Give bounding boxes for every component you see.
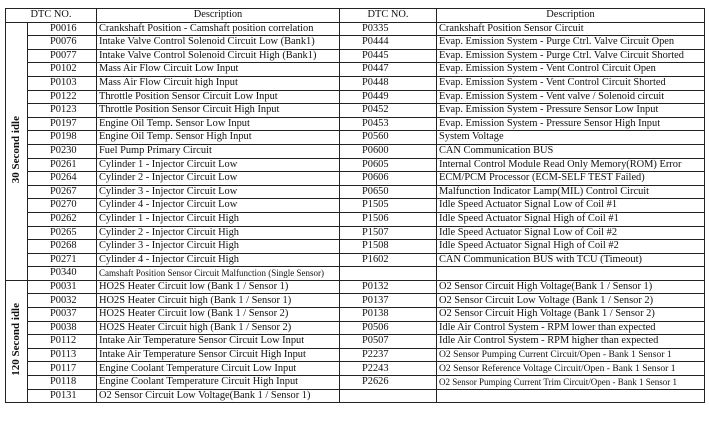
table-row [6, 348, 705, 362]
dtc-code: P0138 [340, 308, 437, 322]
dtc-description: Evap. Emission System - Pressure Sensor High Input [437, 117, 705, 131]
dtc-description [437, 267, 705, 281]
dtc-description: Evap. Emission System - Vent Control Circuit Shorted [437, 76, 705, 90]
dtc-description: Internal Control Module Read Only Memory(ROM) Error [437, 158, 705, 172]
dtc-description: Cylinder 3 - Injector Circuit High [97, 240, 340, 254]
dtc-code: P0197 [28, 117, 97, 131]
dtc-code: P0037 [28, 308, 97, 322]
dtc-description: Idle Speed Actuator Signal Low of Coil #1 [437, 199, 705, 213]
table-row [6, 76, 705, 90]
dtc-code: P0560 [340, 131, 437, 145]
table-row [6, 226, 705, 240]
dtc-description: Camshaft Position Sensor Circuit Malfunction (Single Sensor) [97, 267, 340, 281]
dtc-code: P0131 [28, 389, 97, 403]
dtc-description: Intake Valve Control Solenoid Circuit Low (Bank1) [97, 36, 340, 50]
table-row [6, 131, 705, 145]
left-description-header: Description [97, 9, 340, 23]
table-row [6, 376, 705, 390]
dtc-description: Malfunction Indicator Lamp(MIL) Control Circuit [437, 185, 705, 199]
dtc-description: Throttle Position Sensor Circuit Low Input [97, 90, 340, 104]
table-row [6, 321, 705, 335]
section-label-cell [6, 280, 28, 402]
dtc-description: Cylinder 3 - Injector Circuit Low [97, 185, 340, 199]
dtc-code: P0117 [28, 362, 97, 376]
dtc-description: O2 Sensor Circuit High Voltage(Bank 1 / Sensor 1) [437, 280, 705, 294]
table-row [6, 212, 705, 226]
table-row [6, 172, 705, 186]
dtc-description: Intake Air Temperature Sensor Circuit High Input [97, 348, 340, 362]
dtc-description: Cylinder 1 - Injector Circuit Low [97, 158, 340, 172]
dtc-code: P0198 [28, 131, 97, 145]
dtc-code: P1505 [340, 199, 437, 213]
dtc-code: P2237 [340, 348, 437, 362]
dtc-code [340, 389, 437, 403]
dtc-code: P0077 [28, 49, 97, 63]
dtc-code: P0103 [28, 76, 97, 90]
dtc-description: ECM/PCM Processor (ECM-SELF TEST Failed) [437, 172, 705, 186]
dtc-description: Crankshaft Position - Camshaft position correlation [97, 22, 340, 36]
dtc-description: Cylinder 2 - Injector Circuit Low [97, 172, 340, 186]
dtc-code: P0032 [28, 294, 97, 308]
dtc-description: Crankshaft Position Sensor Circuit [437, 22, 705, 36]
dtc-description: Mass Air Flow Circuit Low Input [97, 63, 340, 77]
dtc-description: Idle Speed Actuator Signal High of Coil #1 [437, 212, 705, 226]
dtc-description: Cylinder 4 - Injector Circuit Low [97, 199, 340, 213]
dtc-description [437, 389, 705, 403]
table-row [6, 117, 705, 131]
dtc-code: P0452 [340, 104, 437, 118]
section-label: 30 Second idle [10, 115, 22, 184]
dtc-code: P0271 [28, 253, 97, 267]
dtc-code: P0600 [340, 144, 437, 158]
table-row [6, 308, 705, 322]
dtc-code: P0230 [28, 144, 97, 158]
dtc-code: P0453 [340, 117, 437, 131]
dtc-code: P0261 [28, 158, 97, 172]
dtc-description: Evap. Emission System - Purge Ctrl. Valve Circuit Shorted [437, 49, 705, 63]
table-row [6, 22, 705, 36]
dtc-description: Cylinder 1 - Injector Circuit High [97, 212, 340, 226]
dtc-description: Idle Air Control System - RPM higher than expected [437, 335, 705, 349]
dtc-code: P0268 [28, 240, 97, 254]
table-row [6, 185, 705, 199]
dtc-code: P2243 [340, 362, 437, 376]
dtc-description: Idle Speed Actuator Signal High of Coil #2 [437, 240, 705, 254]
table-row [6, 240, 705, 254]
dtc-description: Cylinder 4 - Injector Circuit High [97, 253, 340, 267]
dtc-code: P1508 [340, 240, 437, 254]
dtc-code: P0038 [28, 321, 97, 335]
dtc-description: HO2S Heater Circuit low (Bank 1 / Sensor 2) [97, 308, 340, 322]
dtc-code [340, 267, 437, 281]
dtc-code: P0506 [340, 321, 437, 335]
dtc-code: P0122 [28, 90, 97, 104]
dtc-code: P0123 [28, 104, 97, 118]
dtc-description: HO2S Heater Circuit high (Bank 1 / Sensor 2) [97, 321, 340, 335]
dtc-description: Cylinder 2 - Injector Circuit High [97, 226, 340, 240]
dtc-code: P0102 [28, 63, 97, 77]
dtc-code: P0444 [340, 36, 437, 50]
dtc-description: Evap. Emission System - Pressure Sensor Low Input [437, 104, 705, 118]
table-row [6, 253, 705, 267]
right-dtc-header: DTC NO. [340, 9, 437, 23]
dtc-code: P1602 [340, 253, 437, 267]
dtc-description: Idle Air Control System - RPM lower than expected [437, 321, 705, 335]
dtc-code: P0118 [28, 376, 97, 390]
dtc-description: Intake Air Temperature Sensor Circuit Low Input [97, 335, 340, 349]
dtc-code: P0605 [340, 158, 437, 172]
dtc-code: P0016 [28, 22, 97, 36]
table-row [6, 389, 705, 403]
dtc-code: P2626 [340, 376, 437, 390]
dtc-code: P0606 [340, 172, 437, 186]
dtc-table-body [6, 22, 705, 403]
table-row [6, 63, 705, 77]
dtc-description: Mass Air Flow Circuit high Input [97, 76, 340, 90]
dtc-description: CAN Communication BUS with TCU (Timeout) [437, 253, 705, 267]
dtc-code: P0031 [28, 280, 97, 294]
right-description-header: Description [437, 9, 705, 23]
section-label: 120 Second idle [10, 303, 22, 377]
dtc-table [5, 8, 705, 403]
left-dtc-header: DTC NO. [6, 9, 97, 23]
table-row [6, 36, 705, 50]
dtc-description: Engine Oil Temp. Sensor Low Input [97, 117, 340, 131]
dtc-code: P0132 [340, 280, 437, 294]
dtc-description: Fuel Pump Primary Circuit [97, 144, 340, 158]
dtc-code: P1506 [340, 212, 437, 226]
dtc-description: O2 Sensor Reference Voltage Circuit/Open - Bank 1 Sensor 1 [437, 362, 705, 376]
dtc-description: CAN Communication BUS [437, 144, 705, 158]
dtc-code: P0445 [340, 49, 437, 63]
dtc-code: P0265 [28, 226, 97, 240]
dtc-code: P0112 [28, 335, 97, 349]
dtc-code: P0267 [28, 185, 97, 199]
dtc-description: Intake Valve Control Solenoid Circuit High (Bank1) [97, 49, 340, 63]
dtc-description: HO2S Heater Circuit high (Bank 1 / Sensor 1) [97, 294, 340, 308]
dtc-code: P0137 [340, 294, 437, 308]
table-row [6, 158, 705, 172]
dtc-description: O2 Sensor Pumping Current Trim Circuit/Open - Bank 1 Sensor 1 [437, 376, 705, 390]
table-row [6, 49, 705, 63]
dtc-description: Engine Oil Temp. Sensor High Input [97, 131, 340, 145]
dtc-code: P0448 [340, 76, 437, 90]
dtc-description: Evap. Emission System - Vent Control Circuit Open [437, 63, 705, 77]
dtc-code: P0270 [28, 199, 97, 213]
table-row [6, 335, 705, 349]
dtc-code: P0650 [340, 185, 437, 199]
table-row [6, 199, 705, 213]
table-row [6, 362, 705, 376]
dtc-code: P0447 [340, 63, 437, 77]
dtc-code: P0507 [340, 335, 437, 349]
dtc-description: Idle Speed Actuator Signal Low of Coil #2 [437, 226, 705, 240]
dtc-code: P0076 [28, 36, 97, 50]
table-row [6, 294, 705, 308]
dtc-code: P0264 [28, 172, 97, 186]
dtc-description: System Voltage [437, 131, 705, 145]
dtc-code: P0262 [28, 212, 97, 226]
dtc-description: O2 Sensor Circuit Low Voltage(Bank 1 / Sensor 1) [97, 389, 340, 403]
table-row [6, 280, 705, 294]
section-label-cell [6, 22, 28, 280]
dtc-code: P1507 [340, 226, 437, 240]
dtc-description: O2 Sensor Circuit High Voltage (Bank 1 / Sensor 2) [437, 308, 705, 322]
dtc-description: HO2S Heater Circuit low (Bank 1 / Sensor 1) [97, 280, 340, 294]
header-row [6, 9, 705, 23]
table-row [6, 104, 705, 118]
dtc-code: P0335 [340, 22, 437, 36]
dtc-description: Evap. Emission System - Vent valve / Solenoid circuit [437, 90, 705, 104]
dtc-code: P0113 [28, 348, 97, 362]
dtc-description: Engine Coolant Temperature Circuit Low Input [97, 362, 340, 376]
table-row [6, 267, 705, 281]
table-row [6, 144, 705, 158]
dtc-description: Evap. Emission System - Purge Ctrl. Valve Circuit Open [437, 36, 705, 50]
dtc-code: P0449 [340, 90, 437, 104]
table-row [6, 90, 705, 104]
dtc-description: Throttle Position Sensor Circuit High Input [97, 104, 340, 118]
dtc-description: O2 Sensor Pumping Current Circuit/Open - Bank 1 Sensor 1 [437, 348, 705, 362]
dtc-description: O2 Sensor Circuit Low Voltage (Bank 1 / Sensor 2) [437, 294, 705, 308]
dtc-code: P0340 [28, 267, 97, 281]
dtc-description: Engine Coolant Temperature Circuit High Input [97, 376, 340, 390]
